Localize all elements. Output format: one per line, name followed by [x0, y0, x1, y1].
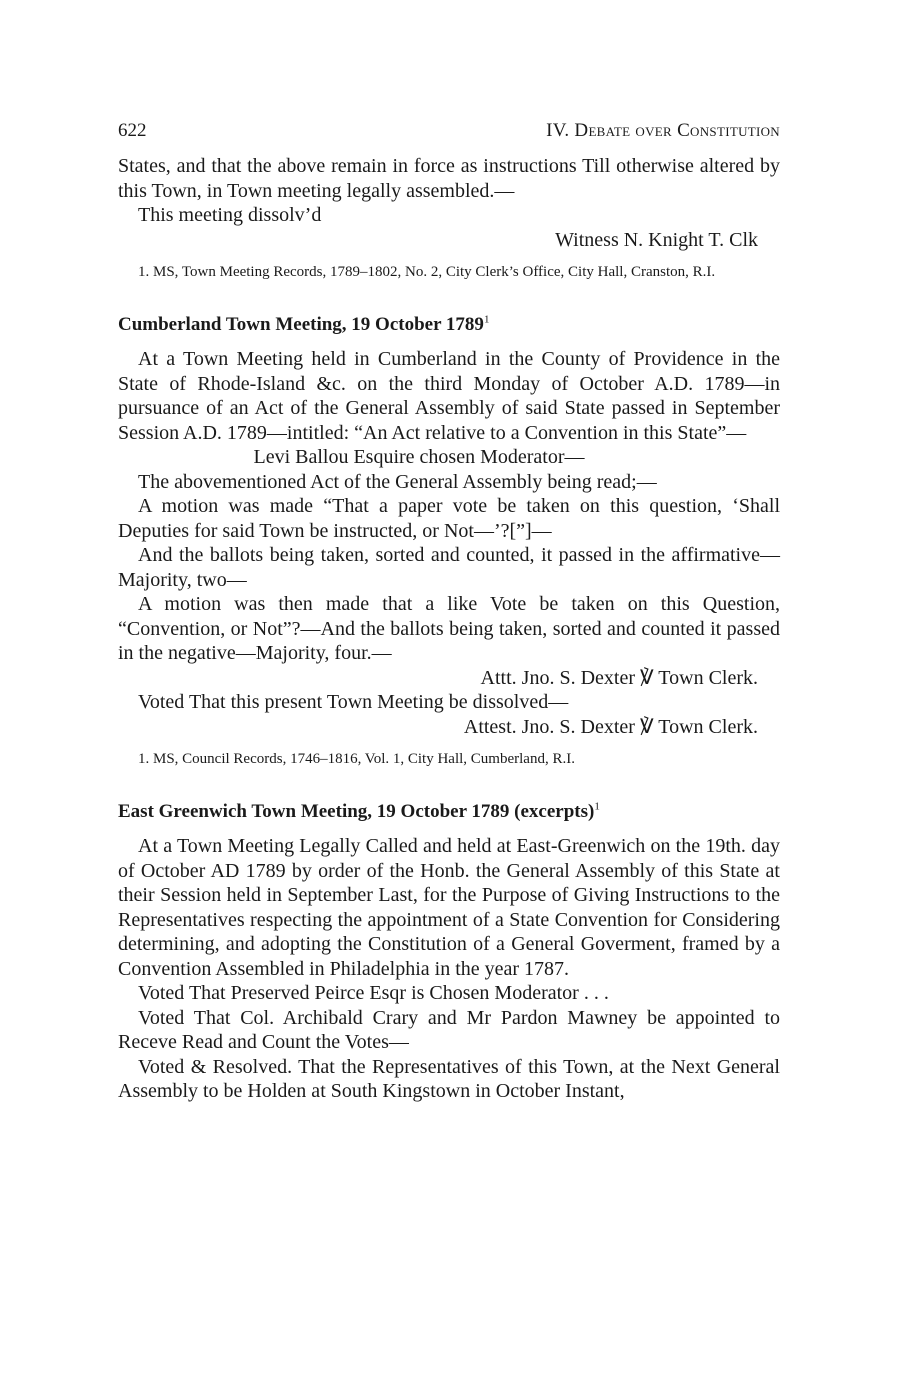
witness-signature: Witness N. Knight T. Clk	[555, 228, 758, 251]
footnote-cranston: 1. MS, Town Meeting Records, 1789–1802, No. 2, City Clerk’s Office, City Hall, Cranston, R.I.	[138, 264, 716, 280]
continuation-paragraph: States, and that the above remain in force as instructions Till otherwise altered by this Town, in Town meeting legally assembled.—	[118, 155, 780, 202]
east-greenwich-paragraph-2: Voted That Preserved Peirce Esqr is Chosen Moderator . . .	[138, 982, 609, 1004]
cumberland-heading	[118, 313, 780, 337]
cumberland-paragraph-2: The abovementioned Act of the General Assembly being read;—	[138, 470, 657, 493]
east-greenwich-section	[118, 800, 780, 1104]
footnote-marker: 1	[594, 800, 600, 813]
east-greenwich-paragraph-4: Voted & Resolved. That the Representatives of this Town, at the Next General Assembly to be Holden at South Kingstown in October Instant,	[118, 1055, 780, 1102]
east-greenwich-paragraph-1: At a Town Meeting Legally Called and held at East-Greenwich on the 19th. day of October AD 1789 by order of the Honb. the General Assembly of this State at their Session held in September Last, for the Purpose of Giving Instructions to the Representatives respecting the appointment of a State Convention for Considering determining, and adopting the Constitution of a General Goverment, framed by a Convention Assembled in Philadelphia in the year 1787.	[118, 835, 780, 980]
cumberland-moderator: Levi Ballou Esquire chosen Moderator—	[253, 446, 585, 468]
cumberland-section	[118, 313, 780, 770]
footnote-marker: 1	[483, 313, 490, 326]
cumberland-paragraph-4: And the ballots being taken, sorted and counted, it passed in the affirmative—Majority, two—	[118, 544, 780, 591]
running-title: IV. Debate over Constitution	[546, 120, 780, 141]
cumberland-paragraph-6: Voted That this present Town Meeting be dissolved—	[138, 691, 569, 713]
footnote-cumberland: 1. MS, Council Records, 1746–1816, Vol. 1, City Hall, Cumberland, R.I.	[138, 751, 575, 767]
cumberland-attest-1: Attt. Jno. S. Dexter ℣ Town Clerk.	[480, 666, 758, 689]
east-greenwich-heading	[118, 800, 780, 824]
cumberland-heading-text: Cumberland Town Meeting, 19 October 1789	[118, 314, 484, 335]
meeting-dissolved-line: This meeting dissolv’d	[138, 204, 322, 226]
east-greenwich-paragraph-3: Voted That Col. Archibald Crary and Mr Pardon Mawney be appointed to Receve Read and Count the Votes—	[118, 1006, 780, 1053]
east-greenwich-heading-text: East Greenwich Town Meeting, 19 October 1789 (excerpts)	[118, 801, 595, 822]
cumberland-attest-2: Attest. Jno. S. Dexter ℣ Town Clerk.	[463, 715, 758, 738]
continuation-section	[118, 154, 780, 283]
page-number: 622	[118, 120, 147, 141]
cumberland-paragraph-5: A motion was then made that a like Vote be taken on this Question, “Convention, or Not”?—And the ballots being taken, sorted and counted it passed in the negative—Majority, four.—	[118, 593, 780, 664]
running-header	[118, 120, 780, 142]
cumberland-paragraph-1: At a Town Meeting held in Cumberland in the County of Providence in the State of Rhode-Island &c. on the third Monday of October A.D. 1789—in pursuance of an Act of the General Assembly of said State passed in September Session A.D. 1789—intitled: “An Act relative to a Convention in this State”—	[118, 348, 780, 444]
document-page	[118, 120, 780, 1104]
cumberland-paragraph-3: A motion was made “That a paper vote be taken on this question, ‘Shall Deputies for said Town be instructed, or Not—’?[”]—	[118, 495, 780, 542]
